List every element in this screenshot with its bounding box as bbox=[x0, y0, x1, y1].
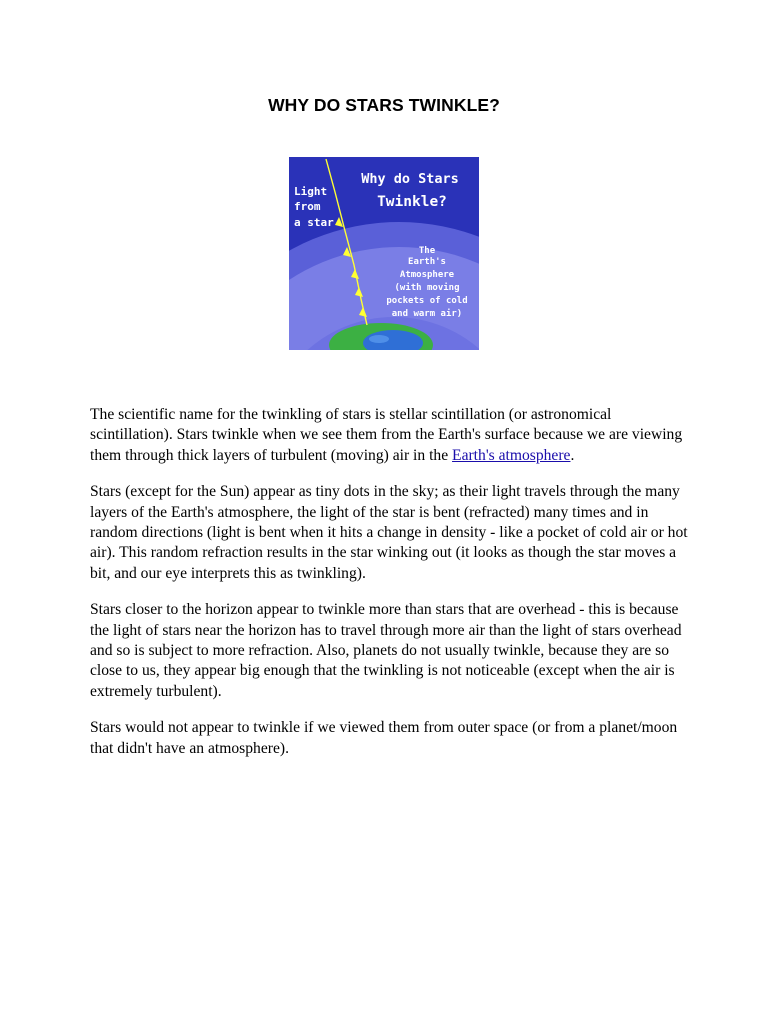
paragraph-horizon: Stars closer to the horizon appear to twinkle more than stars that are overhead - this is because the light of stars near the horizon has to travel through more air than the light of stars overhead and so is subject to more refraction. Also, planets do not usually twinkle, because they are so close to us, they appear big enough that the twinkling is not noticeable (except when the air is extremely turbulent). bbox=[90, 601, 682, 700]
figure-heading-line: Why do Stars bbox=[361, 171, 459, 187]
atmosphere-label-line: Atmosphere bbox=[399, 270, 455, 280]
earth-water-highlight bbox=[369, 335, 389, 343]
earths-atmosphere-link[interactable]: Earth's atmosphere bbox=[452, 446, 571, 464]
atmosphere-label-line: pockets of cold bbox=[386, 296, 468, 306]
light-label-line: Light bbox=[294, 185, 328, 198]
paragraph-text: . bbox=[570, 446, 575, 464]
paragraph-text: The scientific name for the twinkling of stars is stellar scintillation (or astronomical scintillation). Stars twinkle when we see them from the Earth's surface because we are viewing them through thick layers of turbulent (moving) air in the bbox=[90, 406, 683, 464]
atmosphere-label-line: Earth's bbox=[408, 257, 446, 267]
article-body bbox=[90, 405, 690, 775]
atmosphere-label-line: and warm air) bbox=[391, 309, 463, 319]
twinkle-diagram-image bbox=[289, 157, 479, 350]
page-title: WHY DO STARS TWINKLE? bbox=[268, 95, 500, 115]
paragraph-scintillation bbox=[90, 405, 690, 466]
figure-heading-line: Twinkle? bbox=[377, 194, 447, 210]
light-label-line: a star bbox=[294, 216, 334, 229]
atmosphere-label-line: (with moving bbox=[394, 283, 460, 293]
atmosphere-label-line: The bbox=[418, 246, 436, 256]
paragraph-outer-space: Stars would not appear to twinkle if we viewed them from outer space (or from a planet/moon that didn't have an atmosphere). bbox=[90, 719, 678, 757]
paragraph-refraction: Stars (except for the Sun) appear as tiny dots in the sky; as their light travels through the many layers of the Earth's atmosphere, the light of the star is bent (refracted) many times and in random directions (light is bent when it hits a change in density - like a pocket of cold air or hot air). This random refraction results in the star winking out (it looks as though the star moves a bit, and our eye interprets this as twinkling). bbox=[90, 483, 688, 582]
light-label-line: from bbox=[294, 200, 321, 213]
